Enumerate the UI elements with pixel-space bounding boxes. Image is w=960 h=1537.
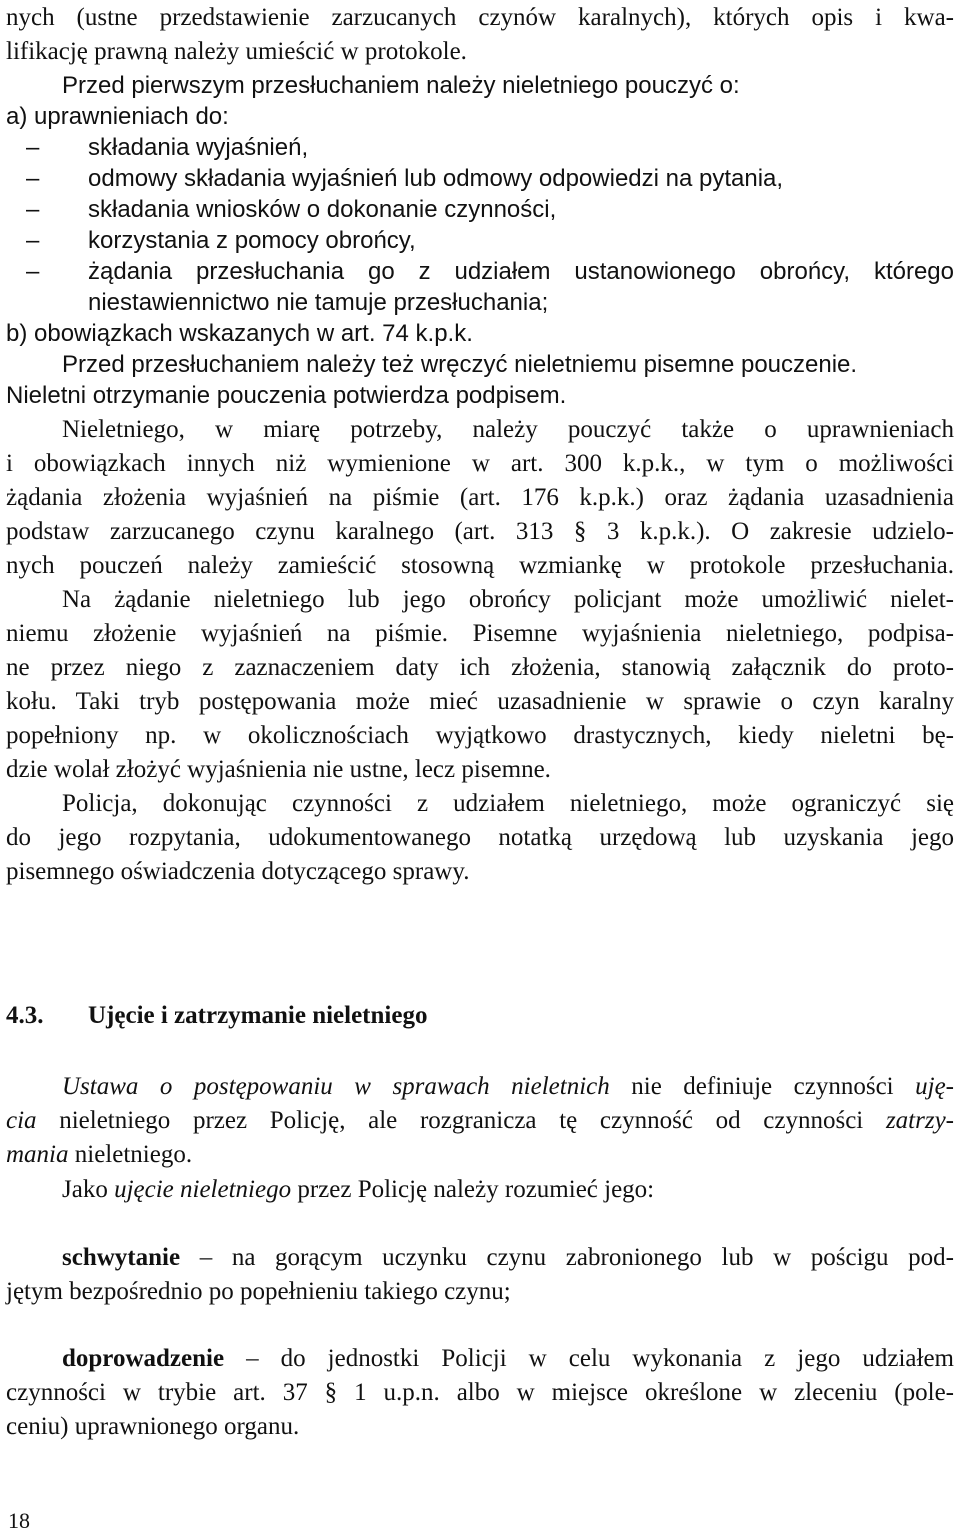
term-schwytanie: schwytanie: [62, 1244, 181, 1271]
list-item: – składania wniosków o dokonanie czynności,: [88, 193, 948, 227]
definition-line: doprowadzenie – do jednostki Policji w celu wykonania z jego udziałem: [62, 1345, 954, 1372]
text-line: mania nieletniego.: [6, 1141, 193, 1168]
text-line: Jako ujęcie nieletniego przez Policję należy rozumieć jego:: [62, 1176, 655, 1203]
text-line: do jego rozpytania, udokumentowanego notatką urzędową lub uzyskania jego: [6, 824, 954, 851]
text-line: Nieletni otrzymanie pouczenia potwierdza podpisem.: [6, 382, 567, 409]
text-line: niemu złożenie wyjaśnień na piśmie. Pisemne wyjaśnienia nieletniego, podpisa-: [6, 620, 954, 647]
text-line: Policja, dokonując czynności z udziałem nieletniego, może ograniczyć się: [62, 790, 954, 817]
dash-bullet: –: [26, 165, 40, 192]
text-line: podstaw zarzucanego czynu karalnego (art. 313 § 3 k.p.k.). O zakresie udzielo-: [6, 518, 954, 545]
text-line: jętym bezpośrednio po popełnieniu takiego czynu;: [6, 1278, 511, 1305]
text-line: i obowiązkach innych niż wymienione w art. 300 k.p.k., w tym o możliwości: [6, 450, 954, 477]
text-line: ne przez niego z zaznaczeniem daty ich złożenia, stanowią załącznik do proto-: [6, 654, 954, 681]
section-title: Ujęcie i zatrzymanie nieletniego: [88, 1002, 428, 1029]
text-line: pisemnego oświadczenia dotyczącego sprawy.: [6, 858, 470, 885]
text-line: ceniu) uprawnionego organu.: [6, 1413, 300, 1440]
text-line: dzie wolał złożyć wyjaśnienia nie ustne, lecz pisemne.: [6, 756, 551, 783]
list-item: – składania wyjaśnień,: [88, 131, 948, 165]
dash-bullet: –: [26, 134, 40, 161]
text-line: czynności w trybie art. 37 § 1 u.p.n. albo w miejsce określone w zleceniu (pole-: [6, 1379, 954, 1406]
text-line: żądania złożenia wyjaśnień na piśmie (art. 176 k.p.k.) oraz żądania uzasadnienia: [6, 484, 954, 511]
term-doprowadzenie: doprowadzenie: [62, 1345, 225, 1372]
text-line: popełniony np. w okolicznościach wyjątkowo drastycznych, kiedy nieletni bę-: [6, 722, 954, 749]
list-header-a: a) uprawnieniach do:: [6, 103, 229, 130]
text-line: lifikację prawną należy umieścić w protokole.: [6, 38, 467, 65]
list-header-b: b) obowiązkach wskazanych w art. 74 k.p.k.: [6, 320, 473, 347]
text-line: nych (ustne przedstawienie zarzucanych czynów karalnych), których opis i kwa-: [6, 4, 954, 31]
list-item: – żądania przesłuchania go z udziałem ustanowionego obrońcy, którego: [88, 255, 954, 289]
text-line: Przed przesłuchaniem należy też wręczyć nieletniemu pisemne pouczenie.: [62, 351, 858, 378]
text-line: cia nieletniego przez Policję, ale rozgranicza tę czynność od czynności zatrzy-: [6, 1107, 954, 1134]
dash-bullet: –: [26, 227, 40, 254]
definition-line: schwytanie – na gorącym uczynku czynu zabronionego lub w pościgu pod-: [62, 1244, 954, 1271]
dash-bullet: –: [26, 196, 40, 223]
page-number: 18: [8, 1508, 30, 1533]
text-line: Ustawa o postępowaniu w sprawach nieletnich nie definiuje czynności uję-: [62, 1073, 954, 1100]
dash-bullet: –: [26, 258, 40, 285]
list-item-continuation: niestawiennictwo nie tamuje przesłuchania;: [88, 289, 549, 316]
list-item: – odmowy składania wyjaśnień lub odmowy odpowiedzi na pytania,: [88, 162, 948, 196]
text-line: Nieletniego, w miarę potrzeby, należy pouczyć także o uprawnieniach: [62, 416, 954, 443]
text-line: kołu. Taki tryb postępowania może mieć uzasadnienie w sprawie o czyn karalny: [6, 688, 954, 715]
text-line: Na żądanie nieletniego lub jego obrońcy policjant może umożliwić nielet-: [62, 586, 954, 613]
list-item: – korzystania z pomocy obrońcy,: [88, 224, 948, 258]
text-line: nych pouczeń należy zamieścić stosowną wzmiankę w protokole przesłuchania.: [6, 552, 954, 579]
section-number: 4.3.: [6, 1002, 44, 1029]
text-line: Przed pierwszym przesłuchaniem należy nieletniego pouczyć o:: [62, 72, 740, 99]
